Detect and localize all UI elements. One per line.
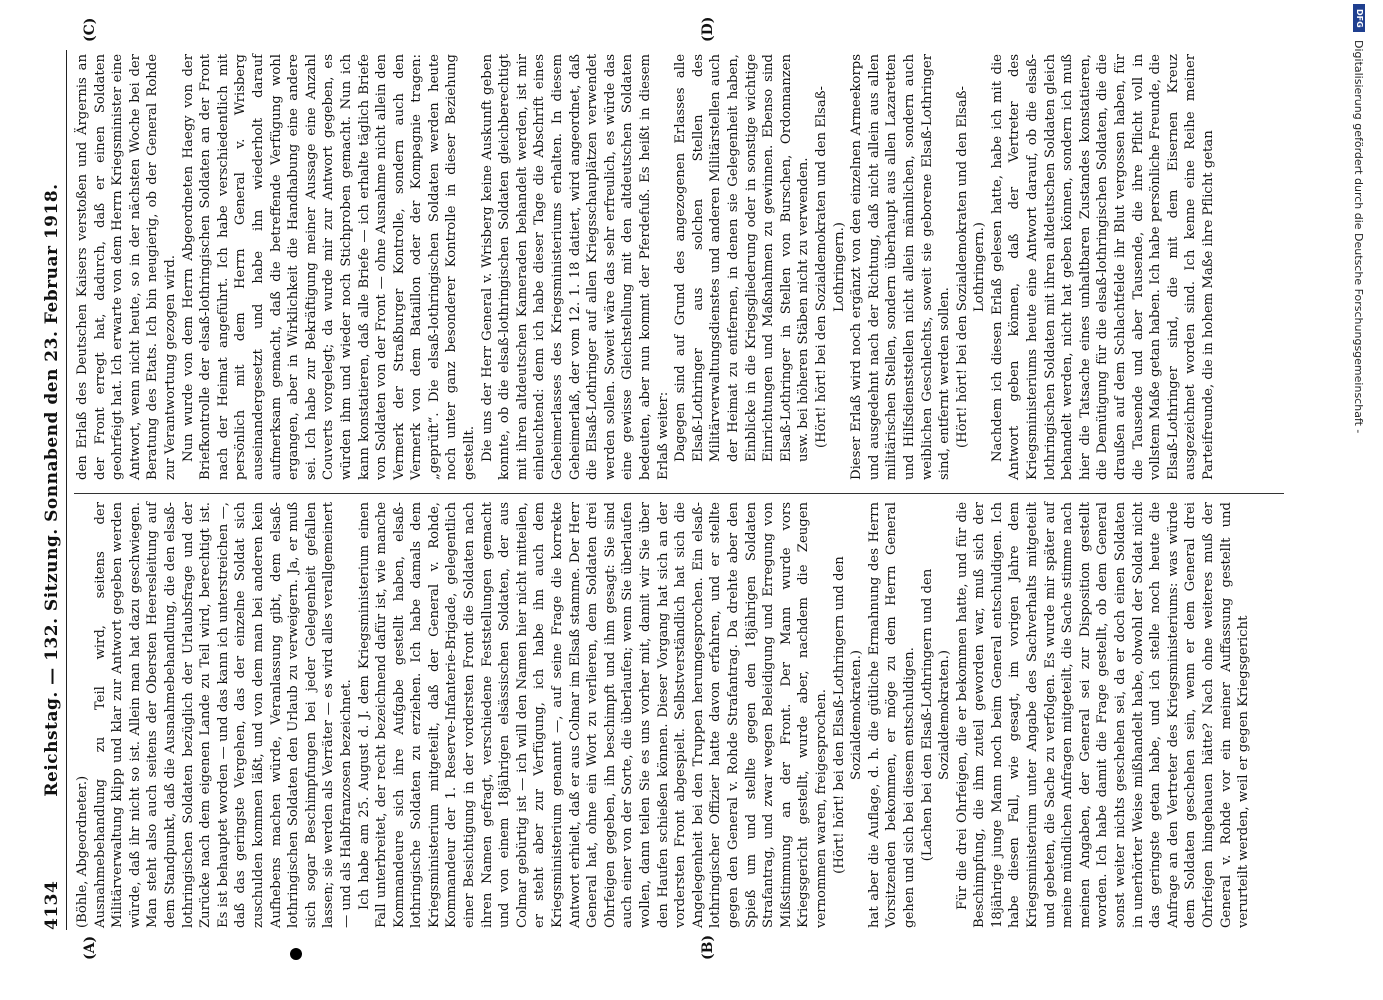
paragraph: (Böhle, Abgeordneter.) <box>75 775 90 928</box>
paragraph: Dieser Erlaß wird noch ergänzt von den einzelnen Armeekorps und ausgedehnt nach der Richtung, daß nicht allein aus allen militärischen Stellen, sondern überhaupt aus allen Lazaretten und Hilfsdienststellen nicht allein männlichen, sondern auch weiblichen Geschlechts, soweit sie geborene Elsaß-Lothringer sind, entfernt werden sollen. <box>849 54 953 480</box>
paragraph: (Lachen bei den Elsaß-Lothringern und den Sozialdemokraten.) <box>919 568 953 862</box>
paragraph: (Hört! hört! bei den Elsaß-Lothringern und den Sozialdemokraten.) <box>831 556 865 874</box>
paragraph: Für die drei Ohrfeigen, die er bekommen hatte, und für die Beschimpfung, die ihm zuteil geworden war, muß sich der 18jährige junge Mann noch beim General entschuldigen. Ich habe diesen Fall, wie gesagt, im vorigen Jahre dem Kriegsministerium unter Angabe des Sachverhalts mitgeteilt und gebeten, die Sache zu verfolgen. Es wurde mir später auf meine mündlichen Anfragen mitgeteilt, die Sache stimme nach meinen Angaben, der General sei zur Disposition gestellt worden. Ich habe damit die Frage gestellt, ob dem General sonst weiter nichts geschehen sei, da er doch einen Soldaten in unerhörter Weise mißhandelt habe, obwohl der Soldat nicht das geringste getan habe, und ich stelle noch heute die Anfrage an den Vertreter des Kriegsministeriums: was würde dem Soldaten geschehen sein, wenn er dem General drei Ohrfeigen hingehauen hätte? Nach ohne weiteres muß der General v. Rohde vor ein meiner Auffassung gestellt und verurteilt werden, weil er gegen Kriegsgericht <box>954 502 1252 928</box>
margin-marker-b: (B) <box>700 934 716 960</box>
page-header <box>40 50 67 930</box>
margin-marker-c: (C) <box>82 17 98 42</box>
paragraph: Dagegen sind auf Grund des angezogenen Erlasses alle Elsaß-Lothringer aus solchen Stellen des Militärverwaltungsdienstes und anderen Militärstellen auch der Heimat zu entfernen, in denen sie Gelegenheit haben, Einblicke in die Kriegsgliederung oder in sonstige wichtige Einrichtungen und Maßnahmen zu gewinnen. Ebenso sind Elsaß-Lothringer in Stellen von Burschen, Ordonnanzen usw. bei höheren Stäben nicht zu verwenden. <box>673 54 812 462</box>
paragraph: Ich habe am 25. August d. J. dem Kriegsministerium einen Fall unterbreitet, der recht bezeichnend dafür ist, wie manche Kommandeure sich ihre Aufgabe gestellt haben, elsaß-lothringische Soldaten zu erziehen. Ich habe damals dem Kriegsministerium mitgeteilt, daß der General v. Rohde, Kommandeur der 1. Reserve-Infanterie-Brigade, gelegentlich einer Besichtigung in der vordersten Front die Soldaten nach ihren Namen gefragt, verschiedene Feststellungen gemacht und von einem 18jährigen elsässischen Soldaten, der aus Colmar gebürtig ist — ich will den Namen hier nicht mitteilen, er steht aber zur Verfügung, ich habe ihn auch dem Kriegsministerium genannt —, auf seine Frage die korrekte Antwort erhielt, daß er aus Colmar im Elsaß stamme. Der Herr General hat, ohne ein Wort zu verlieren, dem Soldaten drei Ohrfeigen gegeben, ihn beschimpft und ihm gesagt: Sie sind auch einer von der Sorte, die überlaufen; wenn Sie überlaufen wollen, dann teilen Sie es uns vorher mit, damit wir Sie über den Haufen schießen können. Dieser Vorgang hat sich an der vordersten Front abgespielt. Selbstverständlich hat sich die Angelegenheit bei den Truppen herumgesprochen. Ein elsaß-lothringischer Offizier hatte davon erfahren, und er stellte gegen den General v. Rohde Strafantrag. Da drehte aber den Spieß um und stellte gegen den 18jährigen Soldaten Strafantrag, und zwar wegen Beleidigung und Erregung von Mißstimmung an der Front. Der Mann wurde vors Kriegsgericht gestellt, wurde aber, nachdem die Zeugen vernommen waren, freigesprochen. <box>356 502 829 928</box>
page-number: 4134 <box>42 880 62 930</box>
ink-blot <box>290 948 302 960</box>
paragraph: (Hört! hört! bei den Sozialdemokraten und den Elsaß-Lothringern.) <box>954 86 988 448</box>
paragraph: Nachdem ich diesen Erlaß gelesen hatte, habe ich mit die Antwort geben können, daß der Vertreter des Kriegsministeriums heute eine Antwort darauf, ob die elsaß-lothringischen Soldaten mit ihren altdeutschen Soldaten gleich behandelt werden, nicht hat geben können, sondern ich muß hier die Tatsache eines unhaltbaren Zustandes konstatieren, die Demütigung für die elsaß-lothringischen Soldaten, die die draußen auf dem Schlachtfelde ihr Blut vergossen haben, für die Tausende und aber Tausende, die ihre Pflicht voll in vollstem Maße getan haben. Ich habe persönliche Freunde, die Elsaß-Lothringer sind, die mit dem Eisernen Kreuz ausgezeichnet worden sind. Ich kenne eine Reihe meiner Parteifreunde, die in hohem Maße ihre Pflicht getan <box>989 54 1216 480</box>
left-column <box>74 502 1253 928</box>
dfg-logo: DFG <box>1353 4 1365 32</box>
paragraph: (Hört! hört! bei den Sozialdemokraten und den Elsaß-Lothringern.) <box>813 86 847 448</box>
paragraph: Nun wurde von dem Herrn Abgeordneten Haegy von der Briefkontrolle der elsaß-lothringischen Soldaten an der Front nach der Heimat angeführt. Ich habe verschiedentlich mit persönlich mit dem Herrn General v. Wrisberg auseinandergesetzt und habe ihn wiederholt darauf aufmerksam gemacht, daß die betreffende Verfügung wohl ergangen, aber in Wirklichkeit die Handhabung eine andere sei. Ich habe zur Bekräftigung meiner Aussage eine Anzahl Couverts vorgelegt; da wurde mir zur Antwort gegeben, es würden ihm und wieder noch Stichproben gemacht. Nun ich kann konstatieren, daß alle Briefe — ich erhalte täglich Briefe von Soldaten von der Front — ohne Ausnahme nicht allein den Vermerk der Straßburger Kontrolle, sondern auch den Vermerk von dem Bataillon oder der Kompagnie tragen: „geprüft“. Die elsaß-lothringischen Soldaten werden heute noch unter ganz besonderer Kontrolle in dieser Beziehung gestellt. <box>180 54 478 480</box>
right-column <box>74 54 1218 480</box>
paragraph: Ausnahmebehandlung zu Teil wird, seitens der Militärverwaltung klipp und klar zur Antwort gegeben werden würde, daß ihr nicht so ist. Allein man hat dazu geschwiegen. Man steht also auch seitens der Obersten Heeresleitung auf dem Standpunkt, daß die Ausnahmebehandlung, die den elsaß-lothringischen Soldaten bezüglich der Urlaubsfrage und der Zurücke nach dem eigenen Lande zu Teil wird, berechtigt ist. Es ist behauptet worden — und das kann ich unterstreichen —, daß das geringste Vergehen, das der einzelne Soldat sich zuschulden kommen läßt, und von dem man bei anderen kein Aufhebens machen würde, Veranlassung gibt, dem elsaß-lothringischen Soldaten den Urlaub zu verweigern. Ja, er muß sich sogar Beschimpfungen bei jeder Gelegenheit gefallen lassen; sie werden als Verräter — es wird alles verallgemeinert — und als Halbfranzosen bezeichnet. <box>92 502 354 928</box>
margin-marker-a: (A) <box>82 935 98 960</box>
digitization-credit: Digitalisierung gefördert durch die Deutsche Forschungsgemeinschaft - <box>1352 40 1365 434</box>
column-divider <box>74 493 1284 494</box>
page-title: Reichstag. — 132. Sitzung. Sonnabend den 23. Februar 1918. <box>42 183 62 797</box>
margin-marker-d: (D) <box>700 16 716 42</box>
footer <box>1339 0 1369 1000</box>
paragraph: Die uns der Herr General v. Wrisberg keine Auskunft geben konnte, ob die elsaß-lothringischen Soldaten gleichberechtigt mit ihren altdeutschen Kameraden behandelt werden, ist mir einleuchtend: denn ich habe dieser Tage die Abschrift eines Geheimerlasses des Kriegsministeriums erhalten. In diesem Geheimerlaß, der vom 12. 1. 18 datiert, wird angeordnet, daß die Elsaß-Lothringer auf allen Kriegsschauplätzen verwendet werden sollen. Soweit wäre das sehr erfreulich, es würde das eine gewisse Gleichstellung mit den altdeutschen Soldaten bedeuten, aber nun kommt der Pferdefuß. Es heißt in diesem Erlaß weiter: <box>479 54 671 480</box>
paragraph: hat aber die Auflage, d. h. die gütliche Ermahnung des Herrn Vorsitzenden bekommen, er möge zu dem Herrn General gehen und sich bei diesem entschuldigen. <box>866 502 917 928</box>
paragraph: den Erlaß des Deutschen Kaisers verstoßen und Ärgernis an der Front erregt hat, dadurch, daß er einen Soldaten geohrfeigt hat. Ich erwarte von dem Herrn Kriegsminister eine Antwort, wenn nicht heute, so in der nächsten Woche bei der Beratung des Etats. Ich bin neugierig, ob der General Rohde zur Verantwortung gezogen wird. <box>75 54 178 480</box>
